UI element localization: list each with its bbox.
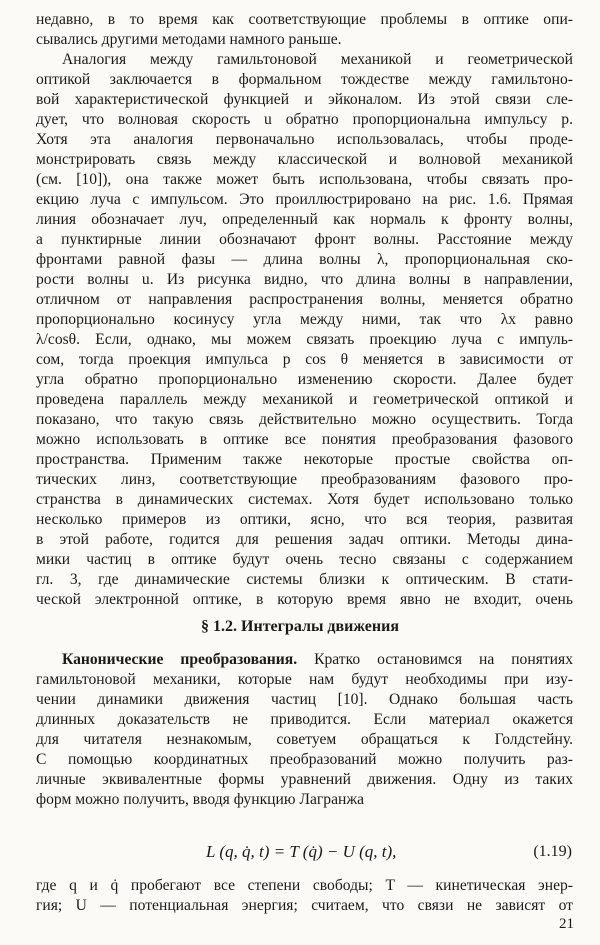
text-line: Хотя эта аналогия первоначально использовалась, чтобы проде- — [36, 131, 573, 148]
text-line: фронтами равной фазы — длина волны λ, пропорциональная ско- — [36, 251, 573, 268]
text-line: где q и q̇ пробегают все степени свободы; T — кинетическая энер- — [36, 877, 573, 894]
text-run: Кратко остановимся на понятиях — [297, 651, 573, 668]
text-line: гл. 3, где динамические системы близки к оптическим. В стати- — [36, 571, 573, 588]
text-line: недавно, в то время как соответствующие проблемы в оптике опи- — [36, 11, 573, 28]
text-line: а пунктирные линии обозначают фронт волны. Расстояние между — [36, 231, 573, 248]
text-line: странства в динамических системах. Хотя будет использовано только — [36, 491, 573, 508]
text-line: личные эквивалентные формы уравнений движения. Одну из таких — [36, 771, 573, 788]
text-line: Аналогия между гамильтоновой механикой и геометрической — [62, 51, 573, 68]
text-line: в этой работе, годится для решения задач оптики. Методы дина- — [36, 531, 573, 548]
text-line: несколько примеров из оптики, ясно, что вся теория, развитая — [36, 511, 573, 528]
text-line: ческой электронной оптике, в которую время явно не входит, очень — [36, 591, 573, 608]
text-line: отличном от направления распространения волны, меняется обратно — [36, 291, 573, 308]
page-number: 21 — [559, 916, 574, 932]
text-line: оптикой заключается в формальном тождестве между гамильтоно- — [36, 71, 573, 88]
text-line: (см. [10]), она также может быть использована, чтобы связать про- — [36, 171, 573, 188]
text-line: тических линз, соответствующие преобразованиям фазового про- — [36, 471, 573, 488]
section-heading: § 1.2. Интегралы движения — [201, 618, 399, 635]
text-line: мики частиц в оптике будут очень тесно связаны с содержанием — [36, 551, 573, 568]
text-line: монстрировать связь между классической и волновой механикой — [36, 151, 573, 168]
text-line: вой характеристической функцией и эйконалом. Из этой связи сле- — [36, 91, 573, 108]
text-line: гия; U — потенциальная энергия; считаем, что связи не зависят от — [36, 897, 573, 914]
text-line: рости волны u. Из рисунка видно, что длина волны в направлении, — [36, 271, 573, 288]
text-line: пространства. Применим также некоторые простые свойства оп- — [36, 451, 573, 468]
equation-row — [0, 841, 600, 863]
text-line: можно использовать в оптике все понятия преобразования фазового — [36, 431, 573, 448]
text-line: показано, что такую связь действительно можно осуществить. Тогда — [36, 411, 573, 428]
text-line: сом, тогда проекция импульса p cos θ меняется в зависимости от — [36, 351, 573, 368]
text-line — [62, 650, 573, 670]
text-line: длинных доказательств не приводится. Если материал окажется — [36, 711, 573, 728]
text-line: пропорционально косинусу угла между ними, так что λx равно — [36, 311, 573, 328]
text-line: дует, что волновая скорость u обратно пропорциональна импульсу p. — [36, 111, 573, 128]
text-line: проведена параллель между механикой и геометрической оптикой и — [36, 391, 573, 408]
text-line: чении динамики движения частиц [10]. Однако большая часть — [36, 691, 573, 708]
run-in-heading: Канонические преобразования. — [62, 651, 298, 668]
lagrangian-formula: L (q, q̇, t) = T (q̇) − U (q, t), — [206, 842, 397, 861]
text-line: форм можно получить, вводя функцию Лагранжа — [36, 791, 365, 808]
text-line: λ/cosθ. Если, однако, мы можем связать проекцию луча с импуль- — [36, 331, 573, 348]
text-line: линия обозначает луч, определенный как нормаль к фронту волны, — [36, 211, 573, 228]
equation-number: (1.19) — [533, 843, 572, 860]
text-line: угла обратно пропорционально изменению скорости. Далее будет — [36, 371, 573, 388]
text-line: для читателя незнакомым, советуем обращаться к Голдстейну. — [36, 731, 573, 748]
text-line: гамильтоновой механики, которые нам будут необходимы при изу- — [36, 671, 573, 688]
text-line: екцию луча с импульсом. Это проиллюстрировано на рис. 1.6. Прямая — [36, 191, 573, 208]
text-line: С помощью координатных преобразований можно получить раз- — [36, 751, 573, 768]
text-line: сывались другими методами намного раньше. — [36, 31, 342, 48]
